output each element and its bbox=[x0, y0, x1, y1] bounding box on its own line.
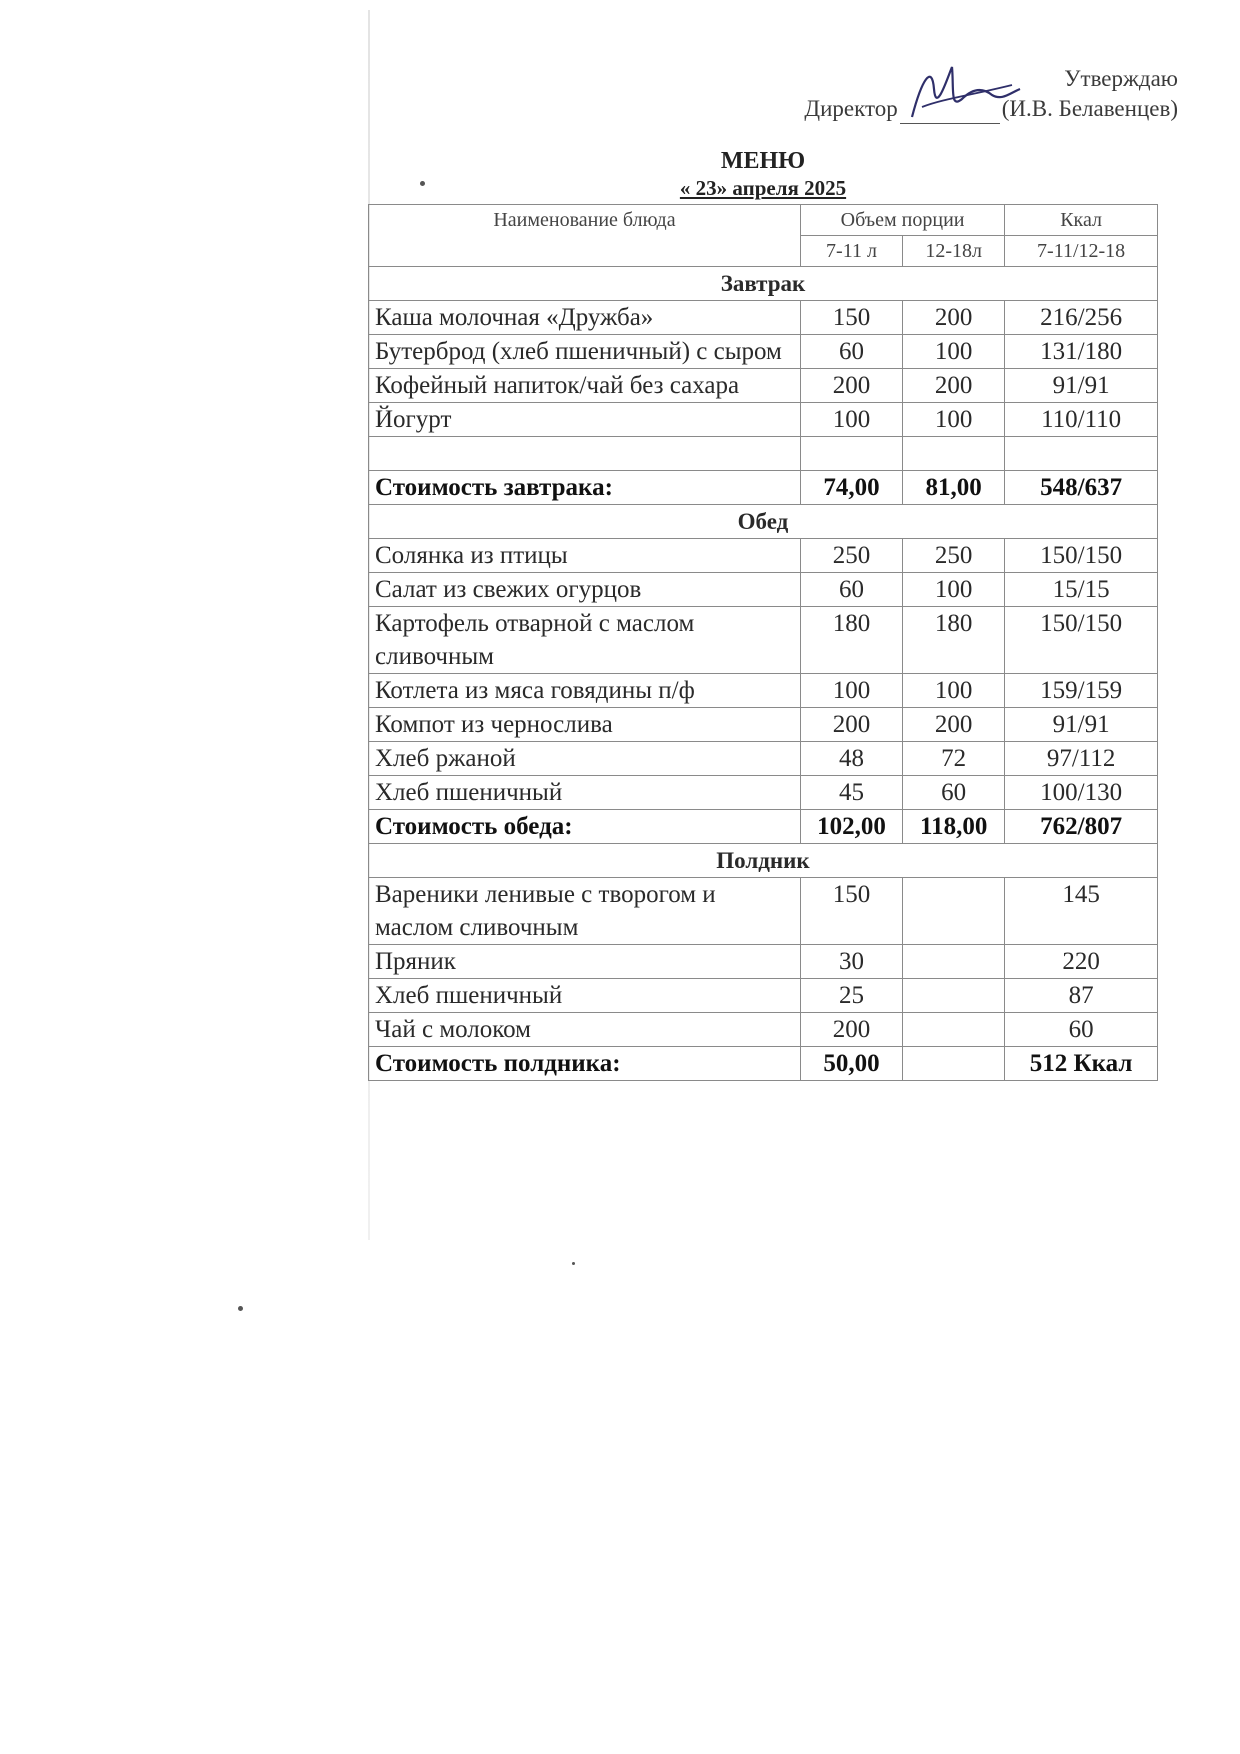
approval-block bbox=[804, 64, 1178, 124]
portion-7-11: 150 bbox=[800, 878, 902, 945]
portion-12-18: 72 bbox=[903, 742, 1005, 776]
dish-name: Хлеб пшеничный bbox=[369, 776, 801, 810]
table-row bbox=[369, 539, 1158, 573]
dish-name: Хлеб ржаной bbox=[369, 742, 801, 776]
dish-name: Йогурт bbox=[369, 403, 801, 437]
kcal-value: 145 bbox=[1005, 878, 1158, 945]
table-row bbox=[369, 708, 1158, 742]
portion-12-18: 180 bbox=[903, 607, 1005, 674]
scan-speck bbox=[238, 1306, 243, 1311]
table-row bbox=[369, 1013, 1158, 1047]
table-row bbox=[369, 979, 1158, 1013]
total-kcal: 762/807 bbox=[1005, 810, 1158, 844]
table-row bbox=[369, 335, 1158, 369]
dish-name: Котлета из мяса говядины п/ф bbox=[369, 674, 801, 708]
header-dish-name: Наименование блюда bbox=[369, 205, 801, 267]
portion-7-11: 48 bbox=[800, 742, 902, 776]
total-label: Стоимость полдника: bbox=[369, 1047, 801, 1081]
portion-7-11: 30 bbox=[800, 945, 902, 979]
kcal-value: 97/112 bbox=[1005, 742, 1158, 776]
header-kcal-ages: 7-11/12-18 bbox=[1005, 236, 1158, 267]
table-row bbox=[369, 742, 1158, 776]
total-row-lunch bbox=[369, 810, 1158, 844]
kcal-value: 15/15 bbox=[1005, 573, 1158, 607]
kcal-value: 91/91 bbox=[1005, 708, 1158, 742]
header-kcal: Ккал bbox=[1005, 205, 1158, 236]
portion-7-11: 60 bbox=[800, 335, 902, 369]
header-age-12-18: 12-18л bbox=[903, 236, 1005, 267]
portion-7-11: 200 bbox=[800, 708, 902, 742]
approve-label: Утверждаю bbox=[1064, 66, 1178, 91]
portion-12-18 bbox=[903, 945, 1005, 979]
total-price-7-11: 102,00 bbox=[800, 810, 902, 844]
table-row bbox=[369, 369, 1158, 403]
total-row-snack bbox=[369, 1047, 1158, 1081]
blank-row bbox=[369, 437, 1158, 471]
position-label: Директор bbox=[804, 96, 898, 121]
dish-name: Солянка из птицы bbox=[369, 539, 801, 573]
section-title: Полдник bbox=[369, 844, 1158, 878]
portion-7-11: 45 bbox=[800, 776, 902, 810]
scan-speck bbox=[572, 1262, 575, 1265]
dish-name: Вареники ленивые с творогом и маслом сливочным bbox=[369, 878, 801, 945]
menu-date: « 23» апреля 2025 bbox=[679, 176, 847, 200]
table-row bbox=[369, 607, 1158, 674]
dish-name: Кофейный напиток/чай без сахара bbox=[369, 369, 801, 403]
director-name: (И.В. Белавенцев) bbox=[1001, 96, 1178, 121]
kcal-value: 87 bbox=[1005, 979, 1158, 1013]
total-price-12-18: 118,00 bbox=[903, 810, 1005, 844]
portion-12-18: 100 bbox=[903, 674, 1005, 708]
signature-icon bbox=[892, 59, 1022, 129]
table-row bbox=[369, 573, 1158, 607]
table-row bbox=[369, 945, 1158, 979]
kcal-value: 60 bbox=[1005, 1013, 1158, 1047]
kcal-value: 220 bbox=[1005, 945, 1158, 979]
portion-7-11: 200 bbox=[800, 1013, 902, 1047]
total-label: Стоимость обеда: bbox=[369, 810, 801, 844]
section-title: Завтрак bbox=[369, 267, 1158, 301]
table-row bbox=[369, 878, 1158, 945]
total-price-12-18 bbox=[903, 1047, 1005, 1081]
dish-name: Хлеб пшеничный bbox=[369, 979, 801, 1013]
kcal-value: 150/150 bbox=[1005, 607, 1158, 674]
section-row-snack bbox=[369, 844, 1158, 878]
portion-12-18: 200 bbox=[903, 301, 1005, 335]
portion-12-18 bbox=[903, 979, 1005, 1013]
section-title: Обед bbox=[369, 505, 1158, 539]
total-label: Стоимость завтрака: bbox=[369, 471, 801, 505]
portion-7-11: 100 bbox=[800, 674, 902, 708]
kcal-value: 91/91 bbox=[1005, 369, 1158, 403]
total-price-7-11: 74,00 bbox=[800, 471, 902, 505]
portion-7-11: 250 bbox=[800, 539, 902, 573]
portion-12-18: 100 bbox=[903, 573, 1005, 607]
total-row-breakfast bbox=[369, 471, 1158, 505]
kcal-value: 131/180 bbox=[1005, 335, 1158, 369]
portion-7-11: 150 bbox=[800, 301, 902, 335]
signature-line bbox=[900, 97, 1000, 124]
table-row bbox=[369, 674, 1158, 708]
table-row bbox=[369, 403, 1158, 437]
dish-name: Пряник bbox=[369, 945, 801, 979]
kcal-value: 150/150 bbox=[1005, 539, 1158, 573]
menu-table bbox=[368, 204, 1158, 1081]
portion-12-18: 60 bbox=[903, 776, 1005, 810]
header-age-7-11: 7-11 л bbox=[800, 236, 902, 267]
kcal-value: 110/110 bbox=[1005, 403, 1158, 437]
portion-12-18 bbox=[903, 878, 1005, 945]
dish-name: Чай с молоком bbox=[369, 1013, 801, 1047]
portion-7-11: 200 bbox=[800, 369, 902, 403]
table-row bbox=[369, 301, 1158, 335]
portion-12-18 bbox=[903, 1013, 1005, 1047]
table-row bbox=[369, 776, 1158, 810]
dish-name: Компот из чернослива bbox=[369, 708, 801, 742]
portion-12-18: 250 bbox=[903, 539, 1005, 573]
portion-12-18: 200 bbox=[903, 369, 1005, 403]
portion-7-11: 100 bbox=[800, 403, 902, 437]
portion-7-11: 25 bbox=[800, 979, 902, 1013]
total-kcal: 548/637 bbox=[1005, 471, 1158, 505]
portion-12-18: 100 bbox=[903, 403, 1005, 437]
portion-7-11: 180 bbox=[800, 607, 902, 674]
total-price-12-18: 81,00 bbox=[903, 471, 1005, 505]
kcal-value: 159/159 bbox=[1005, 674, 1158, 708]
section-row-lunch bbox=[369, 505, 1158, 539]
page-title: МЕНЮ bbox=[720, 148, 806, 174]
total-kcal: 512 Ккал bbox=[1005, 1047, 1158, 1081]
portion-7-11: 60 bbox=[800, 573, 902, 607]
dish-name: Каша молочная «Дружба» bbox=[369, 301, 801, 335]
kcal-value: 216/256 bbox=[1005, 301, 1158, 335]
portion-12-18: 200 bbox=[903, 708, 1005, 742]
total-price-7-11: 50,00 bbox=[800, 1047, 902, 1081]
portion-12-18: 100 bbox=[903, 335, 1005, 369]
kcal-value: 100/130 bbox=[1005, 776, 1158, 810]
header-portion-volume: Объем порции bbox=[800, 205, 1004, 236]
dish-name: Бутерброд (хлеб пшеничный) с сыром bbox=[369, 335, 801, 369]
dish-name: Салат из свежих огурцов bbox=[369, 573, 801, 607]
dish-name: Картофель отварной с маслом сливочным bbox=[369, 607, 801, 674]
section-row-breakfast bbox=[369, 267, 1158, 301]
header-row bbox=[369, 205, 1158, 236]
